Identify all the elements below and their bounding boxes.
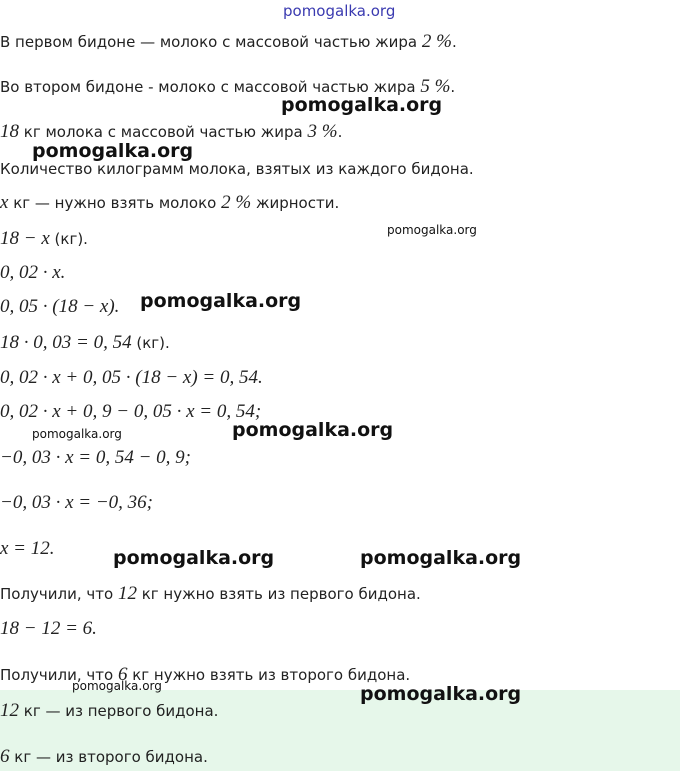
watermark: pomogalka.org (32, 427, 122, 441)
watermark: pomogalka.org (232, 419, 394, 441)
equation-4: −0, 03 · x = −0, 36; (0, 492, 153, 513)
line-fat-second: 0, 05 · (18 − x). (0, 296, 120, 317)
line-result-second: Получили, что 6 кг нужно взять из второго бидона. (0, 664, 411, 685)
watermark-top: pomogalka.org (283, 2, 396, 20)
line-result-first: Получили, что 12 кг нужно взять из первого бидона. (0, 583, 421, 604)
equation-1: 0, 02 · x + 0, 05 · (18 − x) = 0, 54. (0, 367, 263, 388)
line-subtraction: 18 − 12 = 6. (0, 618, 97, 639)
equation-result: x = 12. (0, 538, 55, 559)
line-first-can: В первом бидоне — молоко с массовой частью жира 2 %. (0, 31, 457, 52)
equation-3: −0, 03 · x = 0, 54 − 0, 9; (0, 447, 191, 468)
watermark: pomogalka.org (281, 94, 443, 116)
equation-2: 0, 02 · x + 0, 9 − 0, 05 · x = 0, 54; (0, 401, 262, 422)
watermark: pomogalka.org (113, 547, 275, 569)
line-quantity: Количество килограмм молока, взятых из каждого бидона. (0, 160, 474, 178)
watermark: pomogalka.org (140, 290, 302, 312)
watermark: pomogalka.org (360, 547, 522, 569)
line-fat-total: 18 · 0, 03 = 0, 54 (кг). (0, 332, 170, 353)
line-fat-first: 0, 02 · x. (0, 262, 66, 283)
watermark: pomogalka.org (387, 223, 477, 237)
line-total-milk: 18 кг молока с массовой частью жира 3 %. (0, 121, 343, 142)
watermark: pomogalka.org (360, 683, 522, 705)
line-variable-x: x кг — нужно взять молоко 2 % жирности. (0, 192, 340, 213)
answer-first: 12 кг — из первого бидона. (0, 700, 219, 721)
answer-second: 6 кг — из второго бидона. (0, 746, 208, 767)
watermark: pomogalka.org (72, 679, 162, 693)
line-second-can: Во втором бидоне - молоко с массовой частью жира 5 %. (0, 76, 456, 97)
line-second-amount: 18 − x (кг). (0, 228, 88, 249)
watermark: pomogalka.org (32, 140, 194, 162)
